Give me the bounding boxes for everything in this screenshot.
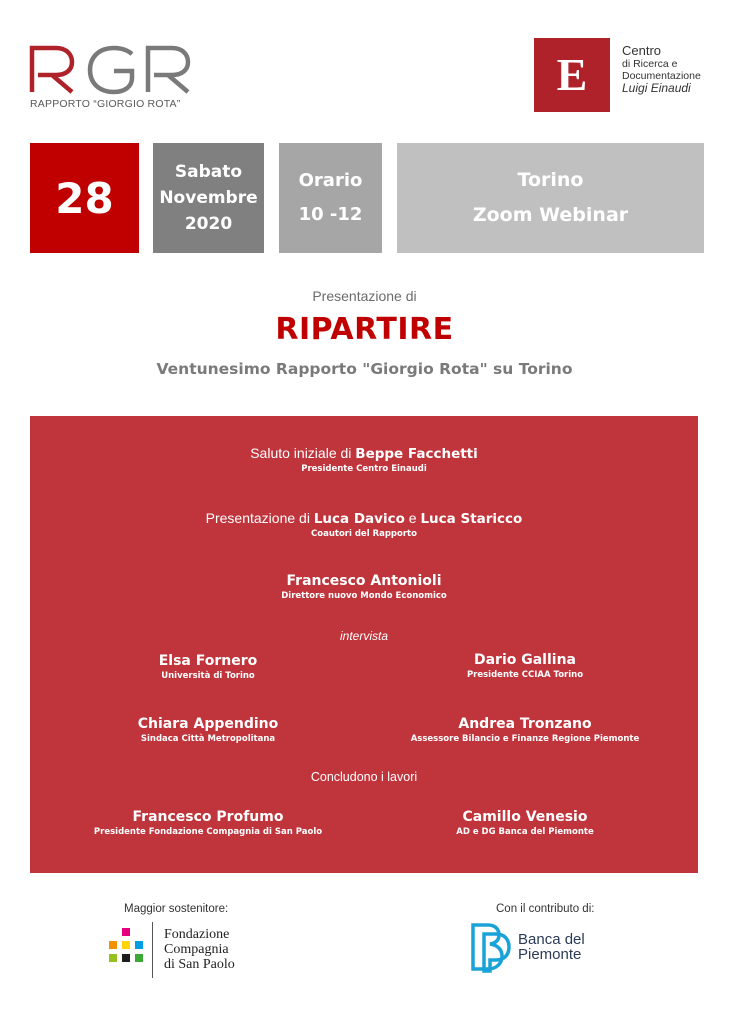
closer-role: Presidente Fondazione Compagnia di San Paolo <box>93 827 323 837</box>
presentation-block <box>30 509 698 540</box>
fondazione-name <box>164 927 235 972</box>
main-sponsor-label: Maggior sostenitore: <box>124 903 229 915</box>
event-place-box <box>397 143 704 253</box>
closing-label: Concludono i lavori <box>310 770 418 784</box>
presenter-name: Luca Davico <box>313 511 405 527</box>
program-panel <box>30 416 698 873</box>
greeting-block <box>30 444 698 475</box>
banca-line2: Piemonte <box>518 946 582 963</box>
presenter-name: Luca Staricco <box>420 511 523 527</box>
guest-item <box>370 715 680 745</box>
closer-name: Francesco Profumo <box>132 809 284 825</box>
einaudi-logo <box>534 38 709 112</box>
presenters-role: Coautori del Rapporto <box>311 529 417 539</box>
guest-item <box>370 651 680 681</box>
greeting-prefix: Saluto iniziale di <box>250 445 352 461</box>
closer-name: Camillo Venesio <box>462 809 588 825</box>
guest-role: Sindaca Città Metropolitana <box>140 734 276 744</box>
presentation-prefix: Presentazione di <box>205 510 310 526</box>
banca-piemonte-name <box>518 932 585 962</box>
einaudi-mark <box>534 38 610 112</box>
einaudi-line2: di Ricerca e <box>622 58 678 70</box>
closer-role: AD e DG Banca del Piemonte <box>456 827 594 837</box>
einaudi-name <box>622 44 717 95</box>
guest-role: Presidente CCIAA Torino <box>466 670 584 680</box>
einaudi-line3: Documentazione <box>622 70 701 82</box>
contrib-sponsor-label: Con il contributo di: <box>496 903 595 915</box>
guest-role: Assessore Bilancio e Finanze Regione Piemonte <box>410 734 640 744</box>
fondazione-line3: di San Paolo <box>164 957 235 972</box>
banca-piemonte-mark-icon <box>470 922 512 974</box>
presentation-line <box>30 509 698 528</box>
interviewer-block <box>30 572 698 602</box>
event-year: 2020 <box>184 214 233 234</box>
fondazione-line1: Fondazione <box>164 927 230 942</box>
rgr-logo-mark <box>28 40 196 98</box>
fondazione-divider <box>152 922 153 978</box>
intro-text: Presentazione di <box>312 288 417 304</box>
presenter-conjunction: e <box>408 510 417 526</box>
einaudi-line1: Centro <box>622 43 662 58</box>
guest-item <box>58 715 358 745</box>
einaudi-line4: Luigi Einaudi <box>622 81 691 95</box>
guest-role: Università di Torino <box>161 671 255 681</box>
guest-name: Elsa Fornero <box>158 653 258 669</box>
guest-name: Dario Gallina <box>473 652 576 668</box>
interviewer-name: Francesco Antonioli <box>286 573 442 589</box>
page-title: RIPARTIRE <box>275 312 454 347</box>
event-time-box <box>279 143 382 253</box>
guest-item <box>58 652 358 682</box>
guest-name: Chiara Appendino <box>137 716 279 732</box>
fondazione-line2: Compagnia <box>164 942 229 957</box>
greeting-name: Beppe Facchetti <box>355 446 478 462</box>
event-day: 28 <box>55 173 114 223</box>
greeting-line <box>30 444 698 463</box>
rgr-logo <box>28 40 196 116</box>
closer-item <box>58 808 358 838</box>
page-subtitle: Ventunesimo Rapporto "Giorgio Rota" su Torino <box>156 360 573 378</box>
event-time-value: 10 -12 <box>298 204 363 225</box>
interviewer-role: Direttore nuovo Mondo Economico <box>281 591 447 601</box>
closer-item <box>370 808 680 838</box>
rgr-logo-subtitle: RAPPORTO “GIORGIO ROTA” <box>30 98 181 110</box>
event-weekday: Sabato <box>174 162 243 182</box>
guest-name: Andrea Tronzano <box>458 716 592 732</box>
banca-line1: Banca del <box>518 931 585 948</box>
greeting-role: Presidente Centro Einaudi <box>301 464 427 474</box>
event-date-box <box>153 143 264 253</box>
event-venue: Zoom Webinar <box>472 204 629 226</box>
einaudi-mark-letter: E <box>556 49 588 100</box>
banca-piemonte-logo <box>470 922 620 976</box>
event-day-box <box>30 143 139 253</box>
fondazione-squares-icon <box>109 928 143 962</box>
event-city: Torino <box>517 169 584 191</box>
event-month: Novembre <box>159 188 258 208</box>
interview-label: intervista <box>339 629 389 643</box>
event-time-label: Orario <box>298 170 363 191</box>
fondazione-logo <box>106 920 256 980</box>
